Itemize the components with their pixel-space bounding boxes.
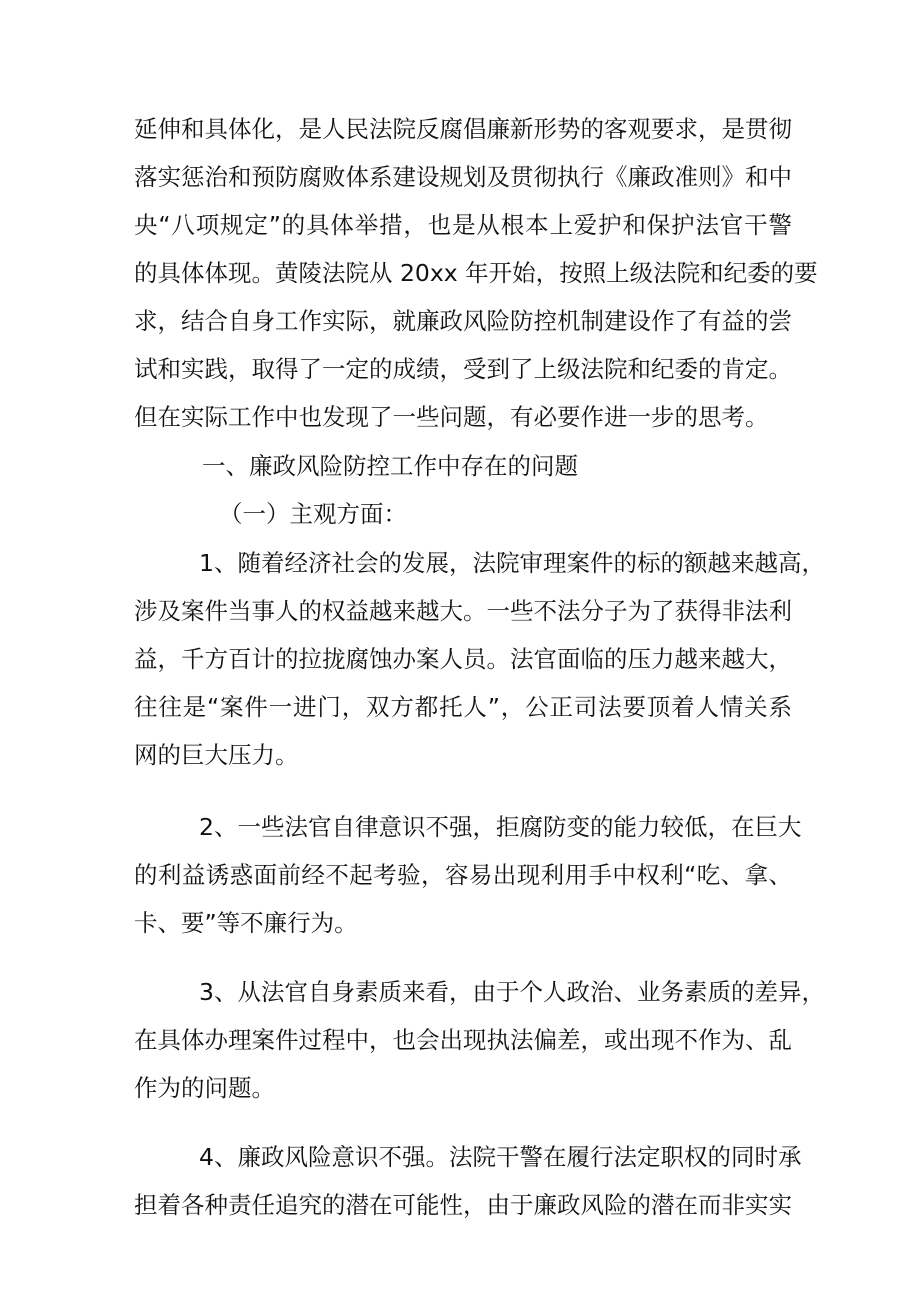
paragraph-line: 涉及案件当事人的权益越来越大。一些不法分子为了获得非法利 <box>134 597 792 625</box>
paragraph-line: 1、随着经济社会的发展，法院审理案件的标的额越来越高， <box>199 549 825 577</box>
paragraph-line: 延伸和具体化，是人民法院反腐倡廉新形势的客观要求，是贯彻 <box>134 115 792 143</box>
paragraph-line: 央“八项规定”的具体举措，也是从根本上爱护和保护法官干警 <box>134 211 792 239</box>
paragraph-line: 的利益诱惑面前经不起考验，容易出现利用手中权利“吃、拿、 <box>134 861 792 889</box>
paragraph-line: 往往是“案件一进门，双方都托人”，公正司法要顶着人情关系 <box>134 693 792 721</box>
paragraph-line: 在具体办理案件过程中，也会出现执法偏差，或出现不作为、乱 <box>134 1026 792 1054</box>
paragraph-line: 的具体体现。黄陵法院从 20xx 年开始，按照上级法院和纪委的要 <box>134 259 818 287</box>
paragraph-line: 但在实际工作中也发现了一些问题，有必要作进一步的思考。 <box>134 403 769 431</box>
paragraph-line: 3、从法官自身素质来看，由于个人政治、业务素质的差异， <box>199 978 825 1006</box>
paragraph-line: 落实惩治和预防腐败体系建设规划及贯彻执行《廉政准则》和中 <box>134 163 792 191</box>
paragraph-line: 网的巨大压力。 <box>134 741 299 769</box>
paragraph-line: 作为的问题。 <box>134 1074 275 1102</box>
paragraph-line: 担着各种责任追究的潜在可能性，由于廉政风险的潜在而非实实 <box>134 1191 792 1219</box>
paragraph-line: 益，千方百计的拉拢腐蚀办案人员。法官面临的压力越来越大， <box>134 645 792 673</box>
paragraph-line: 2、一些法官自律意识不强，拒腐防变的能力较低，在巨大 <box>199 813 802 841</box>
paragraph-line: 4、廉政风险意识不强。法院干警在履行法定职权的同时承 <box>199 1143 802 1171</box>
paragraph-line: 试和实践，取得了一定的成绩，受到了上级法院和纪委的肯定。 <box>134 355 792 383</box>
subsection-heading: （一）主观方面： <box>219 500 407 528</box>
paragraph-line: 卡、要”等不廉行为。 <box>134 909 358 937</box>
section-heading: 一、廉政风险防控工作中存在的问题 <box>202 452 578 480</box>
paragraph-line: 求，结合自身工作实际，就廉政风险防控机制建设作了有益的尝 <box>134 307 792 335</box>
